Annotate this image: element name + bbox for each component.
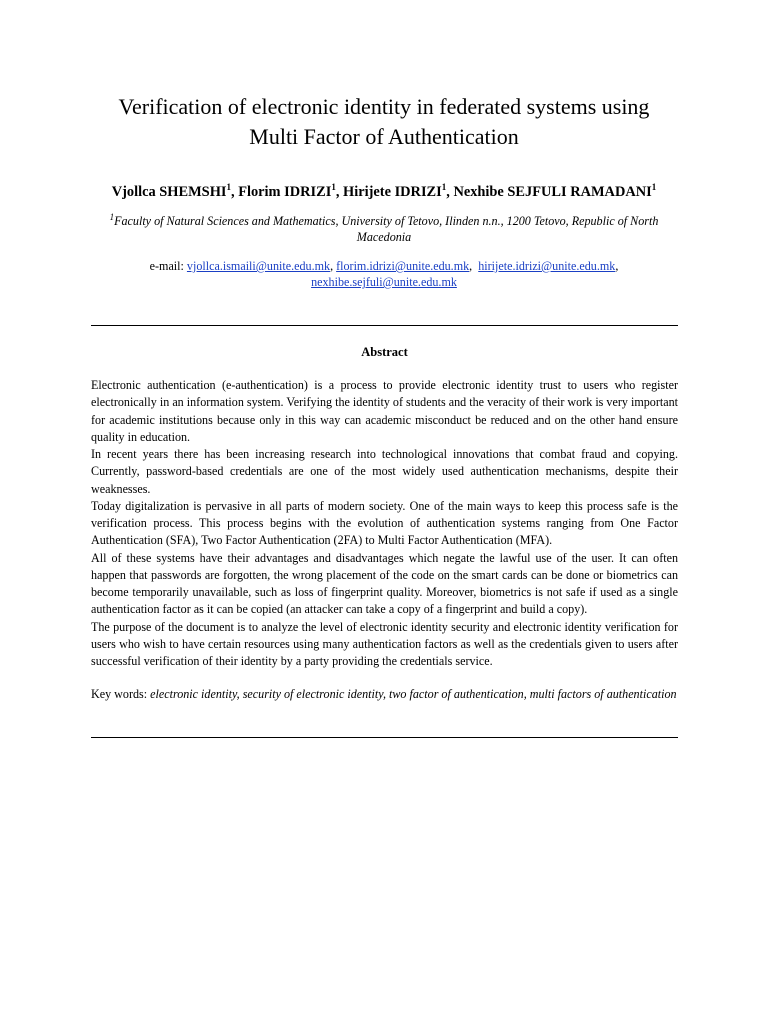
- paper-title-line-2: Multi Factor of Authentication: [249, 124, 519, 149]
- author-name: Nexhibe SEJFULI RAMADANI: [453, 184, 652, 200]
- email-line: e-mail: vjollca.ismaili@unite.edu.mk, florim.idrizi@unite.edu.mk, hirijete.idrizi@unite.edu.mk, nexhibe.sejfuli@unite.edu.mk: [149, 259, 619, 289]
- abstract-paragraph: The purpose of the document is to analyze the level of electronic identity security and electronic identity verification for users who wish to have certain resources using many authentication factors as well as the credentials given to users after successful verification of their identity by a party providing the credentials service.: [91, 619, 678, 668]
- author-list: [40, 182, 728, 202]
- abstract-heading: Abstract: [361, 345, 408, 359]
- author-name: Florim IDRIZI: [238, 184, 332, 200]
- email-link[interactable]: vjollca.ismaili@unite.edu.mk: [186, 259, 331, 273]
- paper-title: [60, 92, 708, 152]
- author-name: Hirijete IDRIZI: [343, 184, 442, 200]
- author-separator: ,: [335, 184, 344, 200]
- author-affiliation-marker: 1: [651, 182, 657, 193]
- affiliation-text: Faculty of Natural Sciences and Mathematics, University of Tetovo, Ilinden n.n., 1200 Tetovo, Republic of North Macedonia: [114, 214, 659, 244]
- author-affiliation-marker: 1: [441, 182, 447, 193]
- abstract-paragraph: In recent years there has been increasing research into technological innovations that combat fraud and copying. Currently, password-based credentials are one of the most widely used authentication mechanisms, despite their weaknesses.: [91, 447, 678, 496]
- email-link[interactable]: florim.idrizi@unite.edu.mk: [336, 259, 470, 273]
- bottom-divider: [91, 737, 678, 738]
- keywords-terms: electronic identity, security of electronic identity, two factor of authentication, multi factors of authentication: [150, 687, 677, 701]
- email-link[interactable]: nexhibe.sejfuli@unite.edu.mk: [311, 275, 457, 289]
- keywords: [91, 686, 678, 703]
- author-name: Vjollca SHEMSHI: [111, 184, 227, 200]
- affiliation: [90, 213, 678, 245]
- top-divider: [91, 325, 678, 326]
- author-separator: ,: [230, 184, 239, 200]
- author-affiliation-marker: 1: [331, 182, 336, 193]
- email-link[interactable]: hirijete.idrizi@unite.edu.mk: [478, 259, 616, 273]
- abstract-paragraph: All of these systems have their advantages and disadvantages which negate the lawful use of the user. It can often happen that passwords are forgotten, the wrong placement of the code on the smart cards can be done or biometrics can become temporarily unavailable, such as loss of fingerprint quality. Moreover, biometrics is not safe if used as a single authentication factor as it can be copied (an attacker can take a copy of a fingerprint and build a copy).: [91, 550, 678, 617]
- abstract-body: [91, 377, 678, 670]
- paper-title-line-1: Verification of electronic identity in federated systems using: [118, 94, 650, 119]
- abstract-paragraph: Today digitalization is pervasive in all parts of modern society. One of the main ways to keep this process safe is the verification process. This process begins with the evolution of authentication systems ranging from One Factor Authentication (SFA), Two Factor Authentication (2FA) to Multi Factor Authentication (MFA).: [91, 498, 678, 548]
- affiliation-marker: 1: [109, 211, 115, 222]
- email-label: e-mail:: [149, 259, 187, 273]
- author-separator: ,: [446, 184, 454, 200]
- author-affiliation-marker: 1: [226, 182, 231, 193]
- abstract-paragraph: Electronic authentication (e-authentication) is a process to provide electronic identity trust to users who register electronically in an information system. Verifying the identity of students and the veracity of their work is very important for academic institutions because only in this way can academic misconduct be reduced and on the other hand ensure quality in education.: [91, 378, 678, 444]
- keywords-label: Key words:: [91, 687, 151, 701]
